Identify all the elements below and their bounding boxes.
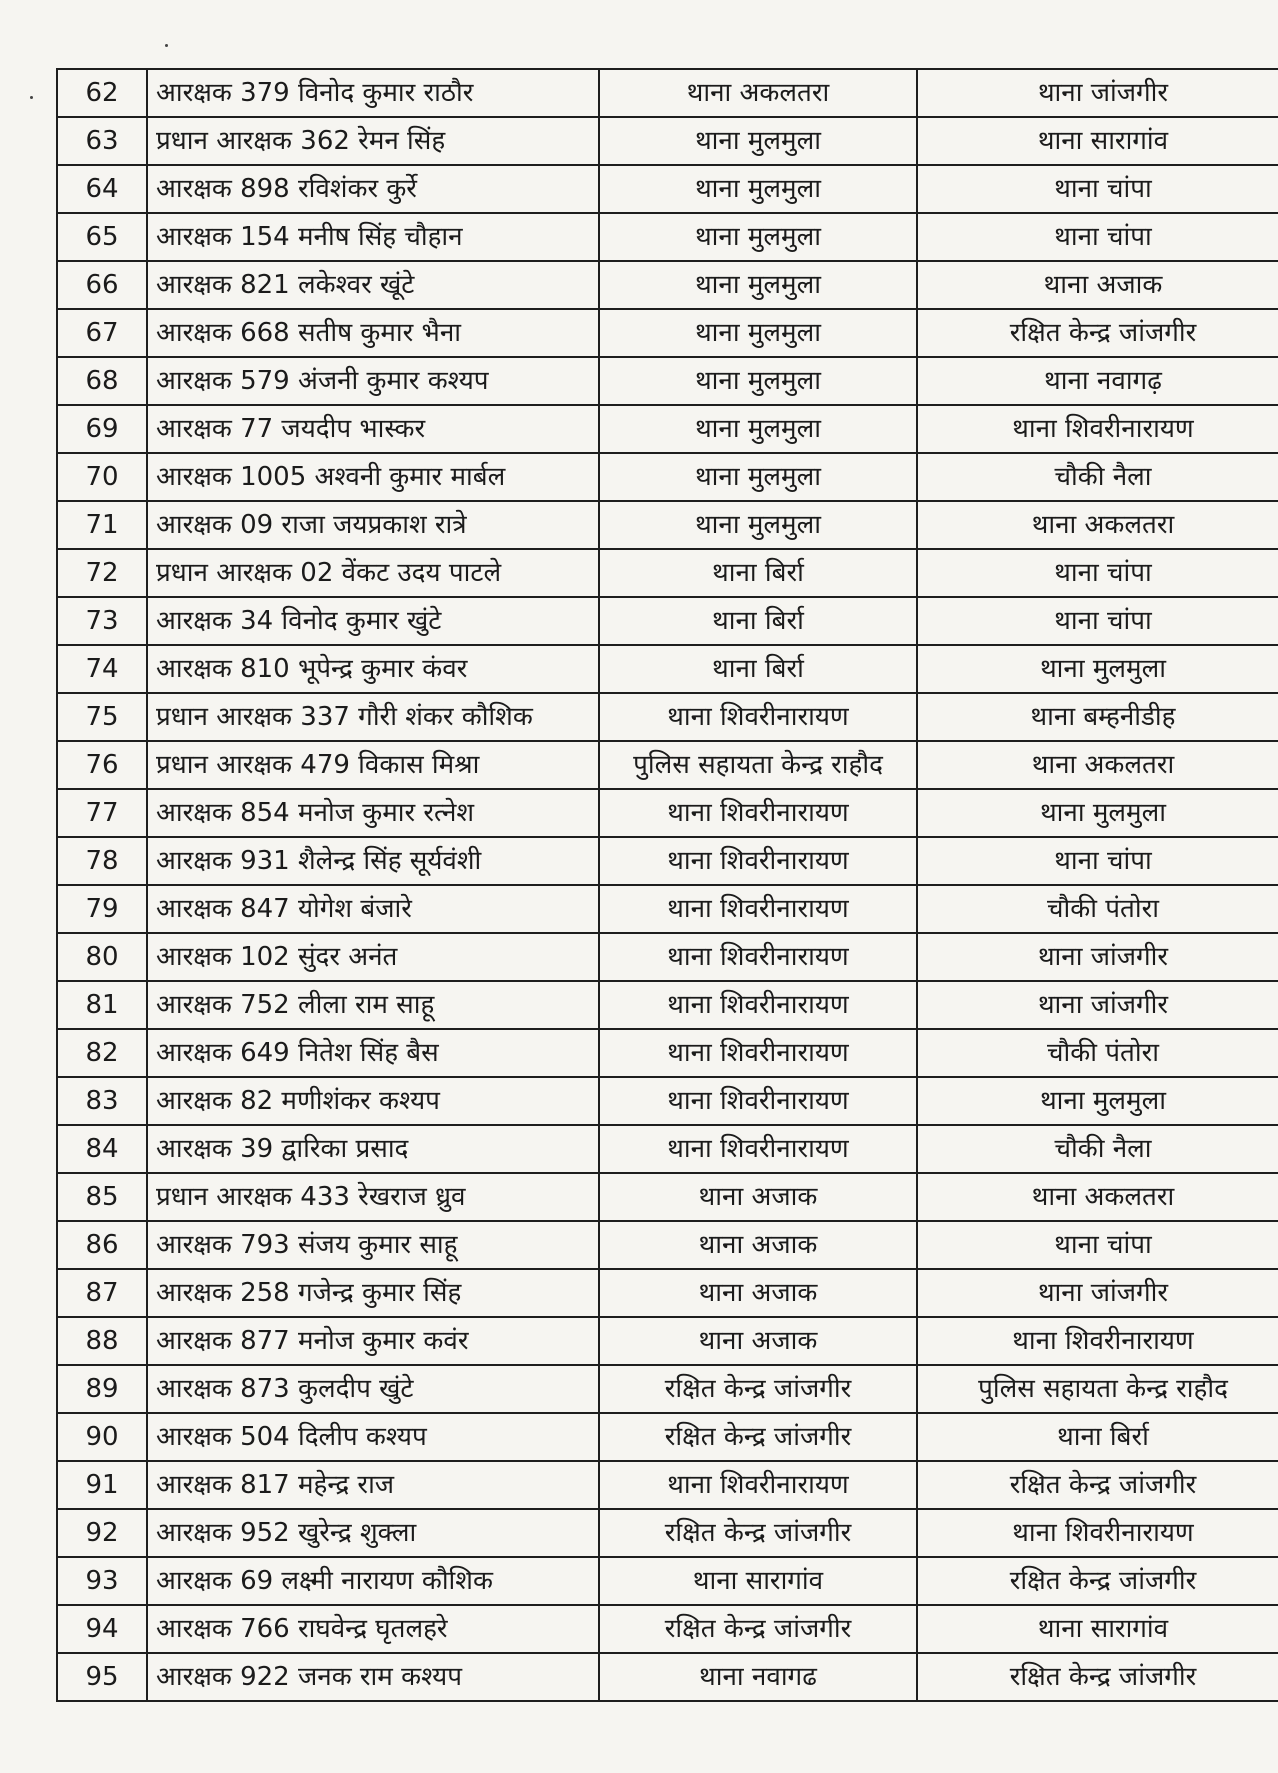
current-posting-cell: थाना शिवरीनारायण bbox=[599, 1461, 917, 1509]
employee-name-cell: आरक्षक 752 लीला राम साहू bbox=[147, 981, 599, 1029]
new-posting-cell: रक्षित केन्द्र जांजगीर bbox=[917, 1461, 1278, 1509]
new-posting-cell: थाना चांपा bbox=[917, 165, 1278, 213]
employee-name-cell: प्रधान आरक्षक 362 रेमन सिंह bbox=[147, 117, 599, 165]
serial-number-cell: 76 bbox=[57, 741, 147, 789]
table-row bbox=[57, 981, 1278, 1029]
current-posting-cell: थाना मुलमुला bbox=[599, 309, 917, 357]
new-posting-cell: रक्षित केन्द्र जांजगीर bbox=[917, 309, 1278, 357]
employee-name-cell: आरक्षक 810 भूपेन्द्र कुमार कंवर bbox=[147, 645, 599, 693]
serial-number-cell: 66 bbox=[57, 261, 147, 309]
employee-name-cell: आरक्षक 922 जनक राम कश्यप bbox=[147, 1653, 599, 1701]
current-posting-cell: थाना अजाक bbox=[599, 1173, 917, 1221]
table-row bbox=[57, 1605, 1278, 1653]
employee-name-cell: आरक्षक 847 योगेश बंजारे bbox=[147, 885, 599, 933]
table-row bbox=[57, 1365, 1278, 1413]
table-row bbox=[57, 1029, 1278, 1077]
table-row bbox=[57, 1077, 1278, 1125]
employee-name-cell: आरक्षक 39 द्वारिका प्रसाद bbox=[147, 1125, 599, 1173]
employee-name-cell: आरक्षक 766 राघवेन्द्र घृतलहरे bbox=[147, 1605, 599, 1653]
table-row bbox=[57, 741, 1278, 789]
current-posting-cell: थाना अजाक bbox=[599, 1317, 917, 1365]
current-posting-cell: थाना शिवरीनारायण bbox=[599, 1077, 917, 1125]
serial-number-cell: 81 bbox=[57, 981, 147, 1029]
new-posting-cell: थाना जांजगीर bbox=[917, 69, 1278, 117]
serial-number-cell: 83 bbox=[57, 1077, 147, 1125]
serial-number-cell: 86 bbox=[57, 1221, 147, 1269]
table-row bbox=[57, 837, 1278, 885]
new-posting-cell: थाना मुलमुला bbox=[917, 645, 1278, 693]
new-posting-cell: थाना सारागांव bbox=[917, 1605, 1278, 1653]
current-posting-cell: पुलिस सहायता केन्द्र राहौद bbox=[599, 741, 917, 789]
employee-name-cell: आरक्षक 952 खुरेन्द्र शुक्ला bbox=[147, 1509, 599, 1557]
current-posting-cell: थाना शिवरीनारायण bbox=[599, 981, 917, 1029]
new-posting-cell: थाना जांजगीर bbox=[917, 1269, 1278, 1317]
current-posting-cell: थाना शिवरीनारायण bbox=[599, 837, 917, 885]
employee-name-cell: प्रधान आरक्षक 337 गौरी शंकर कौशिक bbox=[147, 693, 599, 741]
table-row bbox=[57, 1413, 1278, 1461]
table-row bbox=[57, 1173, 1278, 1221]
new-posting-cell: थाना मुलमुला bbox=[917, 789, 1278, 837]
current-posting-cell: थाना बिर्रा bbox=[599, 549, 917, 597]
employee-name-cell: आरक्षक 504 दिलीप कश्यप bbox=[147, 1413, 599, 1461]
table-row bbox=[57, 357, 1278, 405]
employee-name-cell: आरक्षक 379 विनोद कुमार राठौर bbox=[147, 69, 599, 117]
new-posting-cell: रक्षित केन्द्र जांजगीर bbox=[917, 1653, 1278, 1701]
employee-name-cell: आरक्षक 09 राजा जयप्रकाश रात्रे bbox=[147, 501, 599, 549]
new-posting-cell: थाना चांपा bbox=[917, 597, 1278, 645]
serial-number-cell: 92 bbox=[57, 1509, 147, 1557]
employee-name-cell: आरक्षक 1005 अश्वनी कुमार मार्बल bbox=[147, 453, 599, 501]
new-posting-cell: थाना शिवरीनारायण bbox=[917, 405, 1278, 453]
new-posting-cell: थाना सारागांव bbox=[917, 117, 1278, 165]
employee-name-cell: प्रधान आरक्षक 479 विकास मिश्रा bbox=[147, 741, 599, 789]
table-row bbox=[57, 261, 1278, 309]
serial-number-cell: 93 bbox=[57, 1557, 147, 1605]
serial-number-cell: 73 bbox=[57, 597, 147, 645]
current-posting-cell: थाना शिवरीनारायण bbox=[599, 933, 917, 981]
new-posting-cell: थाना जांजगीर bbox=[917, 933, 1278, 981]
serial-number-cell: 68 bbox=[57, 357, 147, 405]
new-posting-cell: थाना बम्हनीडीह bbox=[917, 693, 1278, 741]
serial-number-cell: 91 bbox=[57, 1461, 147, 1509]
table-row bbox=[57, 405, 1278, 453]
transfer-list-body bbox=[57, 69, 1278, 1701]
table-row bbox=[57, 453, 1278, 501]
current-posting-cell: थाना मुलमुला bbox=[599, 117, 917, 165]
employee-name-cell: आरक्षक 854 मनोज कुमार रत्नेश bbox=[147, 789, 599, 837]
table-row bbox=[57, 1557, 1278, 1605]
serial-number-cell: 64 bbox=[57, 165, 147, 213]
serial-number-cell: 79 bbox=[57, 885, 147, 933]
employee-name-cell: प्रधान आरक्षक 02 वेंकट उदय पाटले bbox=[147, 549, 599, 597]
current-posting-cell: रक्षित केन्द्र जांजगीर bbox=[599, 1413, 917, 1461]
table-row bbox=[57, 501, 1278, 549]
table-row bbox=[57, 1509, 1278, 1557]
new-posting-cell: थाना बिर्रा bbox=[917, 1413, 1278, 1461]
serial-number-cell: 84 bbox=[57, 1125, 147, 1173]
serial-number-cell: 65 bbox=[57, 213, 147, 261]
current-posting-cell: थाना मुलमुला bbox=[599, 405, 917, 453]
new-posting-cell: थाना चांपा bbox=[917, 213, 1278, 261]
table-row bbox=[57, 789, 1278, 837]
employee-name-cell: आरक्षक 793 संजय कुमार साहू bbox=[147, 1221, 599, 1269]
current-posting-cell: थाना मुलमुला bbox=[599, 501, 917, 549]
table-row bbox=[57, 1461, 1278, 1509]
current-posting-cell: थाना शिवरीनारायण bbox=[599, 693, 917, 741]
new-posting-cell: थाना अकलतरा bbox=[917, 1173, 1278, 1221]
serial-number-cell: 94 bbox=[57, 1605, 147, 1653]
current-posting-cell: थाना सारागांव bbox=[599, 1557, 917, 1605]
employee-name-cell: आरक्षक 649 नितेश सिंह बैस bbox=[147, 1029, 599, 1077]
new-posting-cell: थाना अकलतरा bbox=[917, 741, 1278, 789]
new-posting-cell: थाना शिवरीनारायण bbox=[917, 1317, 1278, 1365]
employee-name-cell: आरक्षक 877 मनोज कुमार कवंर bbox=[147, 1317, 599, 1365]
employee-name-cell: आरक्षक 154 मनीष सिंह चौहान bbox=[147, 213, 599, 261]
table-row bbox=[57, 165, 1278, 213]
current-posting-cell: थाना बिर्रा bbox=[599, 645, 917, 693]
employee-name-cell: आरक्षक 931 शैलेन्द्र सिंह सूर्यवंशी bbox=[147, 837, 599, 885]
employee-name-cell: आरक्षक 668 सतीष कुमार भैना bbox=[147, 309, 599, 357]
new-posting-cell: थाना शिवरीनारायण bbox=[917, 1509, 1278, 1557]
serial-number-cell: 74 bbox=[57, 645, 147, 693]
table-row bbox=[57, 117, 1278, 165]
current-posting-cell: रक्षित केन्द्र जांजगीर bbox=[599, 1605, 917, 1653]
table-row bbox=[57, 597, 1278, 645]
current-posting-cell: थाना मुलमुला bbox=[599, 213, 917, 261]
serial-number-cell: 67 bbox=[57, 309, 147, 357]
table-row bbox=[57, 933, 1278, 981]
serial-number-cell: 71 bbox=[57, 501, 147, 549]
employee-name-cell: आरक्षक 873 कुलदीप खुंटे bbox=[147, 1365, 599, 1413]
employee-name-cell: आरक्षक 821 लकेश्वर खूंटे bbox=[147, 261, 599, 309]
current-posting-cell: रक्षित केन्द्र जांजगीर bbox=[599, 1365, 917, 1413]
current-posting-cell: थाना अजाक bbox=[599, 1269, 917, 1317]
employee-name-cell: आरक्षक 258 गजेन्द्र कुमार सिंह bbox=[147, 1269, 599, 1317]
new-posting-cell: चौकी पंतोरा bbox=[917, 885, 1278, 933]
table-row bbox=[57, 213, 1278, 261]
table-row bbox=[57, 309, 1278, 357]
serial-number-cell: 77 bbox=[57, 789, 147, 837]
new-posting-cell: थाना नवागढ़ bbox=[917, 357, 1278, 405]
table-row bbox=[57, 1125, 1278, 1173]
current-posting-cell: थाना अकलतरा bbox=[599, 69, 917, 117]
serial-number-cell: 89 bbox=[57, 1365, 147, 1413]
new-posting-cell: थाना चांपा bbox=[917, 837, 1278, 885]
current-posting-cell: थाना शिवरीनारायण bbox=[599, 1029, 917, 1077]
table-row bbox=[57, 645, 1278, 693]
serial-number-cell: 70 bbox=[57, 453, 147, 501]
employee-name-cell: आरक्षक 82 मणीशंकर कश्यप bbox=[147, 1077, 599, 1125]
scan-speck bbox=[30, 96, 33, 99]
current-posting-cell: थाना शिवरीनारायण bbox=[599, 789, 917, 837]
scan-speck bbox=[165, 44, 168, 47]
serial-number-cell: 80 bbox=[57, 933, 147, 981]
serial-number-cell: 87 bbox=[57, 1269, 147, 1317]
employee-name-cell: आरक्षक 102 सुंदर अनंत bbox=[147, 933, 599, 981]
serial-number-cell: 88 bbox=[57, 1317, 147, 1365]
employee-name-cell: आरक्षक 77 जयदीप भास्कर bbox=[147, 405, 599, 453]
new-posting-cell: थाना अजाक bbox=[917, 261, 1278, 309]
current-posting-cell: थाना शिवरीनारायण bbox=[599, 885, 917, 933]
new-posting-cell: थाना जांजगीर bbox=[917, 981, 1278, 1029]
current-posting-cell: थाना मुलमुला bbox=[599, 357, 917, 405]
employee-name-cell: आरक्षक 34 विनोद कुमार खुंटे bbox=[147, 597, 599, 645]
table-row bbox=[57, 1653, 1278, 1701]
new-posting-cell: थाना चांपा bbox=[917, 549, 1278, 597]
current-posting-cell: थाना शिवरीनारायण bbox=[599, 1125, 917, 1173]
serial-number-cell: 69 bbox=[57, 405, 147, 453]
serial-number-cell: 63 bbox=[57, 117, 147, 165]
table-row bbox=[57, 1317, 1278, 1365]
current-posting-cell: थाना मुलमुला bbox=[599, 453, 917, 501]
new-posting-cell: पुलिस सहायता केन्द्र राहौद bbox=[917, 1365, 1278, 1413]
current-posting-cell: थाना मुलमुला bbox=[599, 261, 917, 309]
table-row bbox=[57, 69, 1278, 117]
new-posting-cell: थाना मुलमुला bbox=[917, 1077, 1278, 1125]
employee-name-cell: आरक्षक 898 रविशंकर कुर्रे bbox=[147, 165, 599, 213]
serial-number-cell: 78 bbox=[57, 837, 147, 885]
serial-number-cell: 62 bbox=[57, 69, 147, 117]
transfer-list-table bbox=[56, 68, 1278, 1702]
current-posting-cell: थाना अजाक bbox=[599, 1221, 917, 1269]
new-posting-cell: थाना अकलतरा bbox=[917, 501, 1278, 549]
serial-number-cell: 72 bbox=[57, 549, 147, 597]
table-row bbox=[57, 1221, 1278, 1269]
employee-name-cell: आरक्षक 817 महेन्द्र राज bbox=[147, 1461, 599, 1509]
current-posting-cell: थाना नवागढ bbox=[599, 1653, 917, 1701]
new-posting-cell: चौकी नैला bbox=[917, 453, 1278, 501]
new-posting-cell: चौकी नैला bbox=[917, 1125, 1278, 1173]
employee-name-cell: प्रधान आरक्षक 433 रेखराज ध्रुव bbox=[147, 1173, 599, 1221]
table-row bbox=[57, 693, 1278, 741]
serial-number-cell: 95 bbox=[57, 1653, 147, 1701]
serial-number-cell: 82 bbox=[57, 1029, 147, 1077]
serial-number-cell: 75 bbox=[57, 693, 147, 741]
table-row bbox=[57, 549, 1278, 597]
current-posting-cell: रक्षित केन्द्र जांजगीर bbox=[599, 1509, 917, 1557]
table-row bbox=[57, 1269, 1278, 1317]
current-posting-cell: थाना मुलमुला bbox=[599, 165, 917, 213]
serial-number-cell: 85 bbox=[57, 1173, 147, 1221]
table-row bbox=[57, 885, 1278, 933]
new-posting-cell: चौकी पंतोरा bbox=[917, 1029, 1278, 1077]
new-posting-cell: रक्षित केन्द्र जांजगीर bbox=[917, 1557, 1278, 1605]
current-posting-cell: थाना बिर्रा bbox=[599, 597, 917, 645]
serial-number-cell: 90 bbox=[57, 1413, 147, 1461]
employee-name-cell: आरक्षक 579 अंजनी कुमार कश्यप bbox=[147, 357, 599, 405]
employee-name-cell: आरक्षक 69 लक्ष्मी नारायण कौशिक bbox=[147, 1557, 599, 1605]
new-posting-cell: थाना चांपा bbox=[917, 1221, 1278, 1269]
